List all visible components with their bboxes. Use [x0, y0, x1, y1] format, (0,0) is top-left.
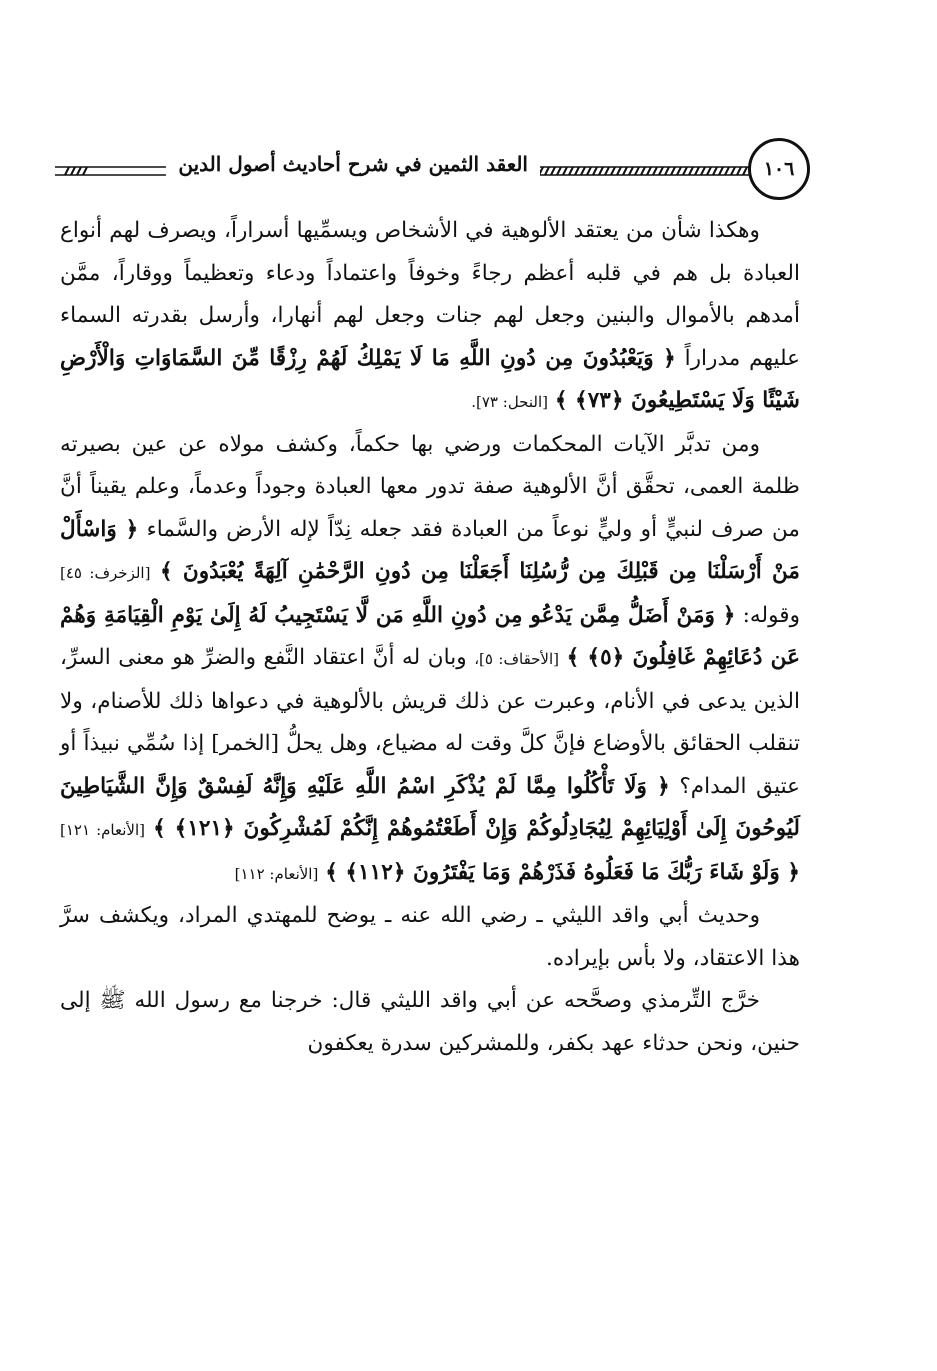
page-body [60, 210, 800, 1310]
quran-verse: ﴿ وَاسْأَلْ مَنْ أَرْسَلْنَا مِن قَبْلِكَ مِن رُّسُلِنَا أَجَعَلْنَا مِن دُونِ الرَّحْمَٰنِ آلِهَةً يُعْبَدُونَ ﴾ [60, 516, 800, 584]
verse-reference: [الزخرف: ٤٥] [60, 564, 151, 582]
verse-reference: [الأنعام: ١٢١] [60, 821, 145, 839]
verse-reference: [الأحقاف: ٥]، [474, 650, 560, 668]
quran-verse: ﴿ وَيَعْبُدُونَ مِن دُونِ اللَّهِ مَا لَا يَمْلِكُ لَهُمْ رِزْقًا مِّنَ السَّمَاوَاتِ وَالْأَرْضِ شَيْئًا وَلَا يَسْتَطِيعُونَ ﴿٧٣﴾ ﴾ [60, 345, 800, 413]
paragraph-text: ومن تدبَّر الآيات المحكمات ورضي بها حكماً، وكشف مولاه عن عين بصيرته ظلمة العمى، تحقَّق أنَّ الألوهية صفة تدور معها العبادة وجوداً وعدماً، وعلم يقيناً أنَّ من صرف لنبيٍّ أو وليٍّ نوعاً من العبادة فقد جعله نِدّاً لإله الأرض والسَّماء [60, 431, 800, 542]
quran-verse: ﴿ وَلَا تَأْكُلُوا مِمَّا لَمْ يُذْكَرِ اسْمُ اللَّهِ عَلَيْهِ وَإِنَّهُ لَفِسْقٌ وَإِنَّ الشَّيَاطِينَ لَيُوحُونَ إِلَىٰ أَوْلِيَائِهِمْ لِيُجَادِلُوكُمْ وَإِنْ أَطَعْتُمُوهُمْ إِنَّكُمْ لَمُشْرِكُونَ ﴿١٢١﴾ ﴾ [60, 773, 800, 841]
paragraph-text: خرَّج التِّرمذي وصحَّحه عن أبي واقد الليثي قال: خرجنا مع رسول الله ﷺ إلى حنين، ونحن حدثاء عهد بكفر، وللمشركين سدرة يعكفون [60, 988, 800, 1056]
quran-verse: ﴿ وَمَنْ أَضَلُّ مِمَّن يَدْعُو مِن دُونِ اللَّهِ مَن لَّا يَسْتَجِيبُ لَهُ إِلَىٰ يَوْمِ الْقِيَامَةِ وَهُمْ عَن دُعَائِهِمْ غَافِلُونَ ﴿٥﴾ ﴾ [60, 602, 800, 670]
paragraph-text: وبان له أنَّ اعتقاد النَّفع والضرِّ هو معنى السرِّ، الذين يدعى في الأنام، وعبرت عن ذلك قريش بالألوهية في دعواها ذلك للأصنام، ولا تنقلب الحقائق بالأوضاع فإنَّ كلَّ وقت له مضياع، وهل يحلُّ [الخمر] إذا سُمِّي نبيذاً أو عتيق المدام؟ [60, 645, 800, 799]
verse-reference: [الأنعام: ١١٢] [234, 864, 319, 883]
page-header [55, 138, 810, 202]
paragraph-text: وهكذا شأن من يعتقد الألوهية في الأشخاص ويسمِّيها أسراراً، ويصرف لهم أنواع العبادة بل هم في قلبه أعظم رجاءً وخوفاً واعتماداً ودعاء وتعظيماً ووقاراً، ممَّن أمدهم بالأموال والبنين وجعل لهم جنات وجعل لهم أنهارا، وأرسل بقدرته السماء عليهم مدراراً [60, 218, 800, 371]
paragraph-text: وحديث أبي واقد الليثي ـ رضي الله عنه ـ يوضح للمهتدي المراد، ويكشف سرَّ هذا الاعتقاد، ولا بأس بإيراده. [60, 903, 800, 971]
quran-verse: ﴿ وَلَوْ شَاءَ رَبُّكَ مَا فَعَلُوهُ فَذَرْهُمْ وَمَا يَفْتَرُونَ ﴿١١٢﴾ ﴾ [325, 859, 800, 885]
paragraph-text: وقوله: [742, 602, 800, 628]
book-title: العقد الثمين في شرح أحاديث أصول الدين [166, 152, 540, 176]
page-number-badge [748, 138, 810, 200]
paragraph [60, 424, 800, 896]
paragraph [60, 980, 800, 1065]
page-number: ١٠٦ [763, 158, 795, 180]
paragraph [60, 210, 800, 424]
paragraph [60, 895, 800, 980]
verse-reference: [النحل: ٧٣]. [471, 393, 548, 411]
